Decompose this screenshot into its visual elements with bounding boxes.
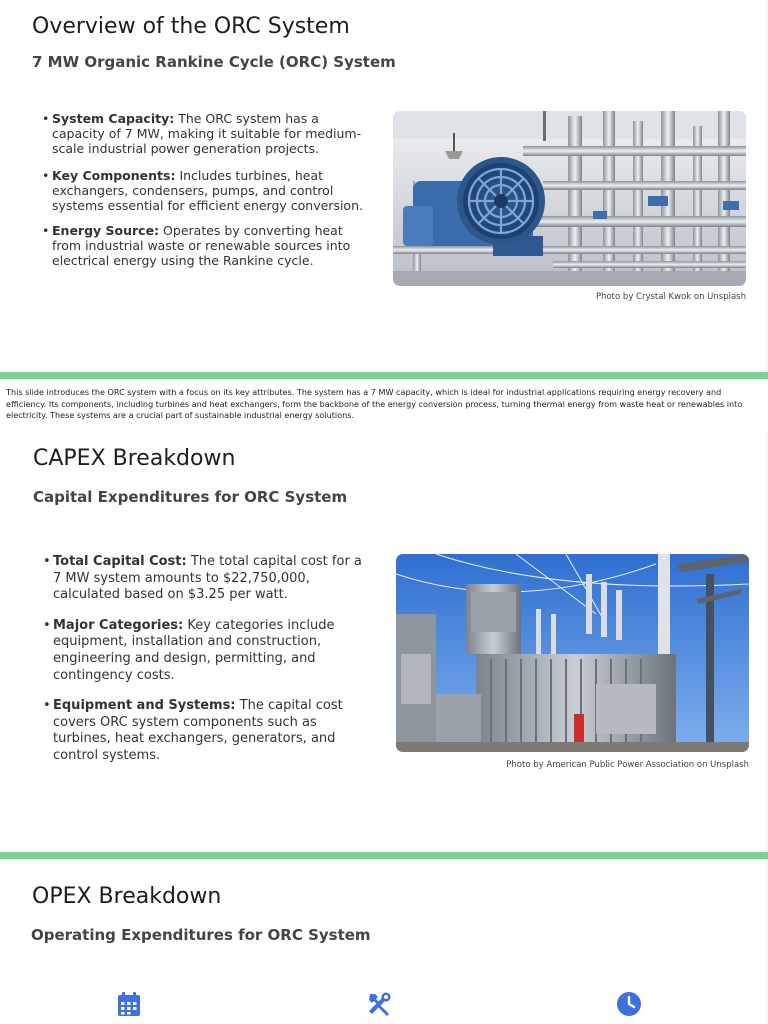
calendar-icon: [116, 991, 142, 1017]
bullet-item: [42, 168, 372, 213]
photo-caption: Photo by Crystal Kwok on Unsplash: [595, 292, 746, 302]
slide-subtitle: Operating Expenditures for ORC System: [31, 926, 371, 944]
speaker-notes: This slide introduces the ORC system with a focus on its key attributes. The system has a 7 MW capacity, which is ideal for industrial applications requiring energy recovery and efficiency. Its components, including turbines and heat exchangers, form the backbone of the energy conversion process, turning thermal energy from waste heat or renewables into electricity. These systems are a crucial part of sustainable industrial energy solutions.: [6, 387, 743, 421]
slide-capex: [0, 432, 768, 852]
slide-title: OPEX Breakdown: [32, 884, 222, 909]
bullet-label: Major Categories:: [53, 617, 184, 633]
slide-subtitle: 7 MW Organic Rankine Cycle (ORC) System: [32, 53, 396, 71]
bullet-list: [42, 111, 372, 280]
slide-divider: [0, 372, 768, 379]
slide-subtitle: Capital Expenditures for ORC System: [33, 488, 348, 506]
bullet-item: [42, 111, 372, 156]
clock-icon: [616, 991, 642, 1017]
bullet-list: [43, 554, 373, 779]
slide-divider: [0, 852, 768, 859]
tools-icon: [366, 991, 392, 1017]
bullet-item: [43, 554, 373, 604]
bullet-text: The capital cost covers ORC system components such as turbines, heat exchangers, generators, and control systems.: [53, 698, 343, 763]
slide-overview: [0, 0, 768, 372]
bullet-label: System Capacity:: [52, 111, 175, 126]
bullet-item: [42, 223, 372, 268]
bullet-label: Energy Source:: [52, 223, 160, 238]
photo-caption: Photo by American Public Power Association on Unsplash: [506, 760, 749, 770]
bullet-text: The ORC system has a capacity of 7 MW, making it suitable for medium-scale industrial power generation projects.: [52, 111, 362, 156]
bullet-label: Total Capital Cost:: [53, 554, 187, 569]
bullet-text: Operates by converting heat from industrial waste or renewable sources into electrical energy using the Rankine cycle.: [52, 223, 351, 268]
slide-title: CAPEX Breakdown: [33, 446, 236, 471]
slide-title: Overview of the ORC System: [32, 14, 350, 39]
bullet-item: [43, 698, 373, 764]
bullet-item: [43, 618, 373, 684]
orc-plant-photo: [393, 111, 746, 286]
bullet-text: Key categories include equipment, installation and construction, engineering and design, permitting, and contingency costs.: [53, 617, 335, 683]
bullet-text: Includes turbines, heat exchangers, condensers, pumps, and control systems essential for efficient energy conversion.: [52, 168, 363, 213]
bullet-label: Equipment and Systems:: [53, 698, 236, 714]
bullet-text: The total capital cost for a 7 MW system amounts to $22,750,000, calculated based on $3.25 per watt.: [53, 554, 362, 603]
bullet-label: Key Components:: [52, 168, 176, 183]
substation-photo: [396, 554, 749, 752]
slide-opex: [0, 860, 768, 1024]
